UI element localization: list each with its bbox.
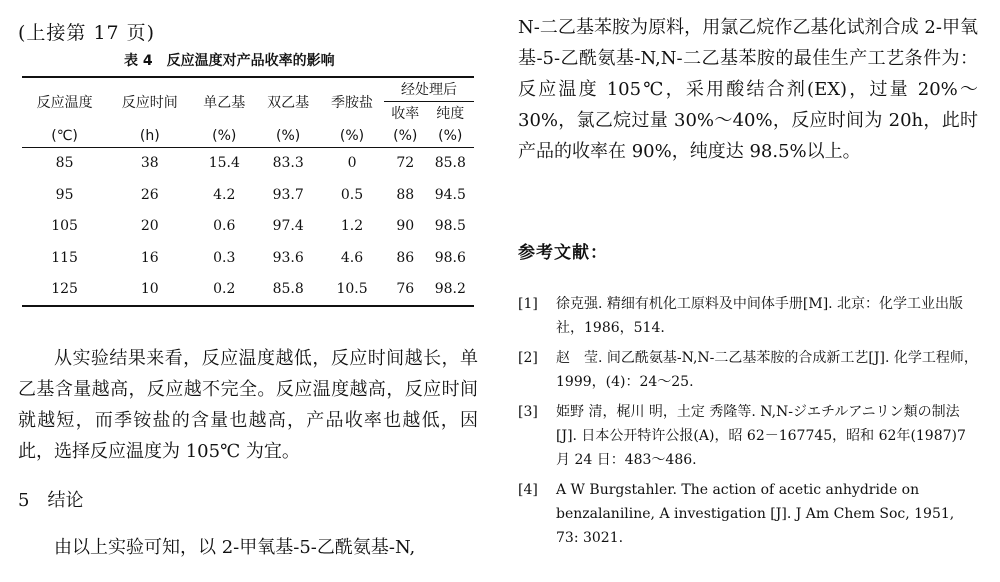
reference-number: [4] bbox=[518, 482, 538, 498]
cell: 93.6 bbox=[272, 249, 304, 266]
cell: 97.4 bbox=[272, 218, 304, 235]
header-mono: 单乙基 bbox=[203, 94, 246, 111]
references-list bbox=[518, 292, 978, 556]
cell: 86 bbox=[396, 249, 415, 266]
header-quat: 季胺盐 bbox=[331, 94, 374, 111]
reference-text: 赵 莹. 间乙酰氨基-N,N-二乙基苯胺的合成新工艺[J]. 化学工程师，1999，(4)：24～25. bbox=[556, 350, 978, 390]
reference-number: [2] bbox=[518, 350, 538, 366]
cell: 98.2 bbox=[434, 281, 466, 298]
cell: 105 bbox=[51, 218, 78, 235]
cell: 10.5 bbox=[336, 281, 368, 298]
body-paragraph-results: 从实验结果来看，反应温度越低，反应时间越长，单乙基含量越高，反应越不完全。反应温度越高，反应时间就越短，而季铵盐的含量也越高，产品收率也越低，因此，选择反应温度为 105℃ 为宜。 bbox=[18, 348, 478, 462]
cell: 16 bbox=[140, 249, 159, 266]
cell: 85 bbox=[55, 155, 74, 172]
header-time: 反应时间 bbox=[121, 94, 178, 111]
header-quat-unit: (%) bbox=[339, 127, 365, 144]
section-title: 结论 bbox=[47, 490, 84, 511]
header-di-unit: (%) bbox=[276, 127, 301, 144]
header-purity-unit: (%) bbox=[438, 127, 463, 144]
cell: 15.4 bbox=[208, 155, 240, 172]
cell: 0.6 bbox=[213, 218, 236, 235]
cell: 125 bbox=[51, 281, 78, 298]
cell: 90 bbox=[396, 218, 415, 235]
cell: 4.2 bbox=[213, 186, 236, 203]
reference-item bbox=[518, 346, 978, 394]
reference-text: A W Burgstahler. The action of acetic anhydride on benzalaniline, A investigation [J]. J Am Chem Soc, 1951, 73: 3021. bbox=[556, 482, 955, 546]
continued-note: (上接第 17 页) bbox=[18, 22, 156, 44]
reference-number: [1] bbox=[518, 296, 538, 312]
cell: 26 bbox=[140, 186, 159, 203]
reference-item bbox=[518, 292, 978, 340]
body-paragraph-conclusion-cont: N-二乙基苯胺为原料，用氯乙烷作乙基化试剂合成 2-甲氧基-5-乙酰氨基-N,N-二乙基苯胺的最佳生产工艺条件为：反应温度 105℃，采用酸结合剂(EX)，过量 20%～30%，氯乙烷过量 30%～40%，反应时间为 20h，此时产品的收率在 90%，纯度达 98.5%以上。 bbox=[518, 17, 978, 162]
section-number: 5 bbox=[18, 490, 30, 511]
header-mono-unit: (%) bbox=[212, 127, 237, 144]
cell: 98.6 bbox=[434, 249, 466, 266]
cell: 1.2 bbox=[340, 218, 364, 235]
references-heading: 参考文献： bbox=[518, 243, 608, 263]
cell: 10 bbox=[140, 281, 159, 298]
cell: 38 bbox=[140, 155, 159, 172]
cell: 88 bbox=[396, 186, 415, 203]
table-row bbox=[22, 147, 474, 179]
reference-text: 姫野 清，梶川 明，土定 秀隆等. N,N-ジエチルアニリン類の制法[J]. 日本公开特许公报(A)，昭 62－167745，昭和 62年(1987)7月 24 日：483～486. bbox=[556, 404, 966, 468]
cell: 72 bbox=[396, 155, 415, 172]
cell: 94.5 bbox=[434, 186, 466, 203]
table-row bbox=[22, 274, 474, 307]
reference-item bbox=[518, 478, 978, 550]
cell: 0.3 bbox=[213, 249, 236, 266]
header-temp: 反应温度 bbox=[36, 94, 93, 111]
cell: 76 bbox=[396, 281, 415, 298]
cell: 98.5 bbox=[434, 218, 466, 235]
table-caption: 表 4 反应温度对产品收率的影响 bbox=[124, 53, 335, 69]
header-di: 双乙基 bbox=[267, 94, 310, 111]
body-paragraph-conclusion-start: 由以上实验可知，以 2-甲氧基-5-乙酰氨基-N, bbox=[54, 537, 416, 558]
table-row bbox=[22, 242, 474, 274]
header-purity: 纯度 bbox=[436, 106, 465, 123]
cell: 93.7 bbox=[272, 186, 304, 203]
reference-item bbox=[518, 400, 978, 472]
cell: 0.5 bbox=[340, 186, 364, 203]
data-table bbox=[22, 76, 474, 307]
cell: 0 bbox=[347, 155, 357, 172]
section-heading bbox=[18, 486, 101, 512]
cell: 83.3 bbox=[272, 155, 304, 172]
header-temp-unit: (℃) bbox=[51, 127, 78, 144]
reference-text: 徐克强. 精细有机化工原料及中间体手册[M]. 北京：化学工业出版社，1986，514. bbox=[556, 296, 964, 336]
header-yield-unit: (%) bbox=[393, 127, 418, 144]
table-row bbox=[22, 211, 474, 243]
cell: 85.8 bbox=[272, 281, 304, 298]
cell: 95 bbox=[55, 186, 74, 203]
header-yield: 收率 bbox=[391, 106, 420, 123]
cell: 115 bbox=[51, 249, 78, 266]
cell: 20 bbox=[140, 218, 159, 235]
header-time-unit: (h) bbox=[139, 127, 160, 144]
cell: 4.6 bbox=[340, 249, 364, 266]
header-after: 经处理后 bbox=[384, 77, 474, 101]
cell: 85.8 bbox=[434, 155, 466, 172]
cell: 0.2 bbox=[213, 281, 236, 298]
reference-number: [3] bbox=[518, 404, 538, 420]
table-row bbox=[22, 179, 474, 211]
